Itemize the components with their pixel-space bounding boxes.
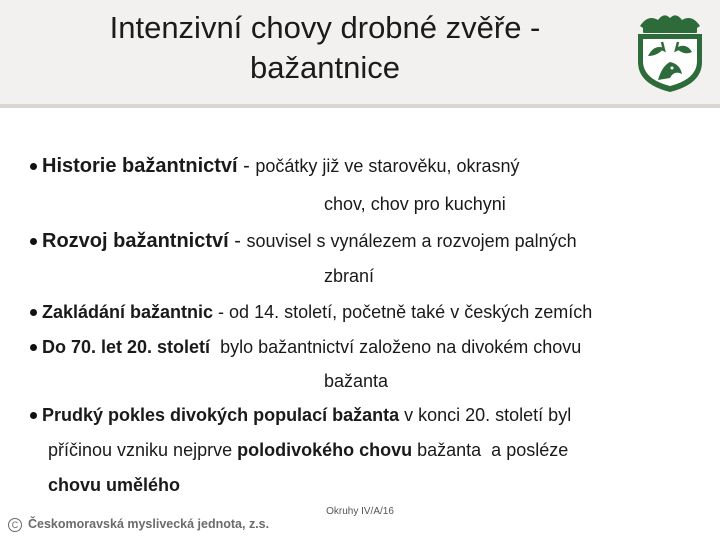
bullet-item-development bbox=[42, 229, 577, 253]
slide-code: Okruhy IV/A/16 bbox=[326, 506, 394, 517]
organization-name: Českomoravská myslivecká jednota, z.s. bbox=[28, 517, 270, 531]
bullet-heading: Rozvoj bažantnictví bbox=[42, 230, 229, 252]
bullet-heading: Prudký pokles divokých populací bažanta bbox=[42, 405, 400, 425]
bullet-heading: Do 70. let 20. století bbox=[42, 337, 211, 357]
bullet-text: v konci 20. století byl bbox=[399, 405, 572, 425]
bullet-text: souvisel s vynálezem a rozvojem palných bbox=[246, 231, 577, 251]
copyright-icon: C bbox=[8, 518, 22, 532]
bullet-text: bylo bažantnictví založeno na divokém chovu bbox=[210, 337, 582, 357]
slide-title-line-1: Intenzivní chovy drobné zvěře - bbox=[109, 10, 541, 45]
bullet-continuation: zbraní bbox=[324, 266, 375, 286]
bullet-item-decline-line-3 bbox=[48, 473, 180, 497]
slide-title-line-2: bažantnice bbox=[250, 50, 400, 85]
bullet-marker bbox=[30, 412, 37, 419]
footer-organization bbox=[8, 517, 269, 532]
bullet-marker bbox=[30, 238, 37, 245]
bullet-item-seventies bbox=[42, 335, 581, 359]
bullet-separator: - bbox=[237, 155, 256, 177]
bullet-item-history bbox=[42, 154, 520, 178]
bullet-item-founding bbox=[42, 300, 592, 324]
bullet-emphasis: chovu umělého bbox=[48, 475, 181, 495]
bullet-text: příčinou vzniku nejprve bbox=[48, 440, 238, 460]
bullet-heading: Zakládání bažantnic bbox=[42, 302, 214, 322]
bullet-text: - od 14. století, početně také v českých zemích bbox=[213, 302, 593, 322]
slide-title bbox=[40, 8, 610, 88]
bullet-emphasis: polodivokého chovu bbox=[237, 440, 413, 460]
bullet-text: počátky již ve starověku, okrasný bbox=[255, 156, 520, 176]
hunting-association-emblem-icon bbox=[628, 12, 712, 92]
title-band-divider bbox=[0, 104, 720, 108]
bullet-marker bbox=[30, 344, 37, 351]
bullet-text: bažanta a posléze bbox=[412, 440, 569, 460]
bullet-continuation: chov, chov pro kuchyni bbox=[324, 194, 506, 214]
bullet-continuation: bažanta bbox=[324, 371, 389, 391]
bullet-item-decline-line-2 bbox=[48, 438, 568, 462]
bullet-heading: Historie bažantnictví bbox=[42, 155, 238, 177]
bullet-marker bbox=[30, 163, 37, 170]
bullet-marker bbox=[30, 309, 37, 316]
bullet-separator: - bbox=[228, 230, 247, 252]
bullet-item-decline bbox=[42, 403, 571, 427]
